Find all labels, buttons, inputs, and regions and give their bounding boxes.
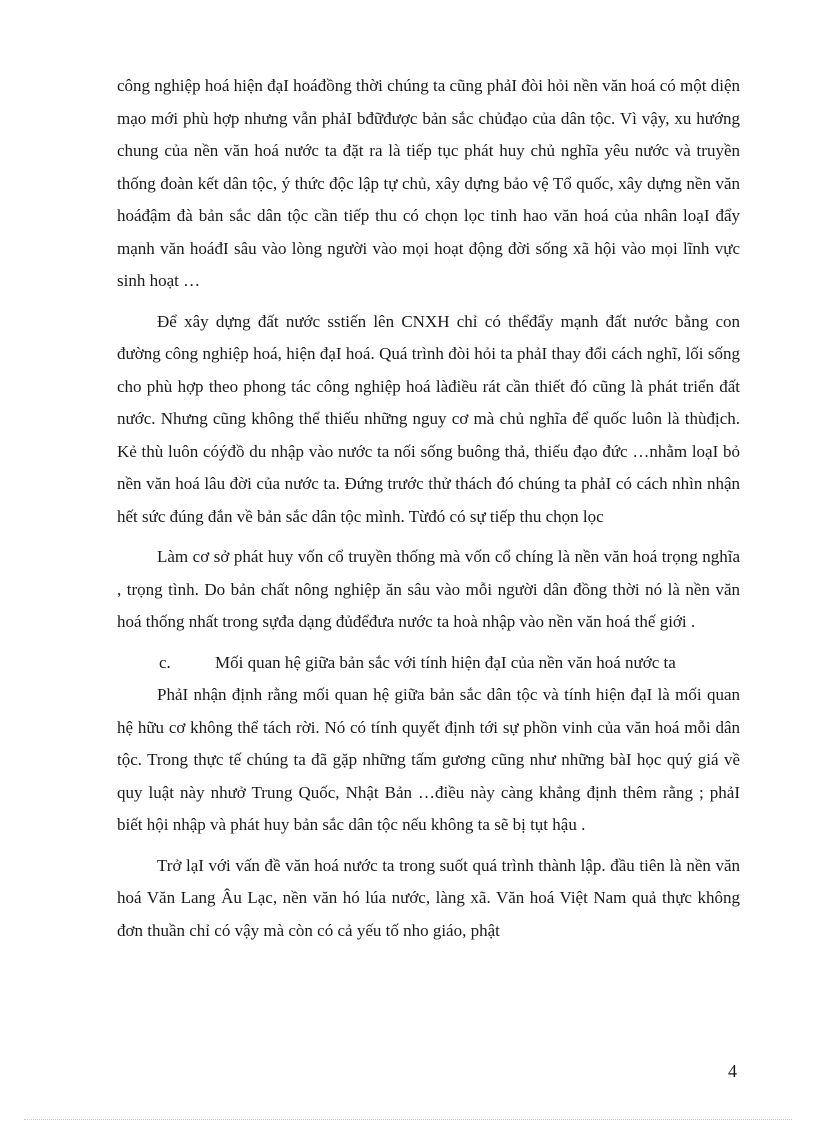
page-bottom-divider <box>24 1119 792 1120</box>
section-marker: c. <box>159 652 171 672</box>
paragraph-3: Làm cơ sở phát huy vốn cổ truyền thống mà vốn cổ chíng là nền văn hoá trọng nghĩa , trọng tình. Do bản chất nông nghiệp ăn sâu vào mỗi người dân đồng thời nó là nền văn hoá thống nhất trong sựđa dạng đủđểđưa nước ta hoà nhập vào nền văn hoá thế giới . <box>117 547 740 631</box>
paragraph-2: Để xây dựng đất nước sstiến lên CNXH chỉ có thểđẩy mạnh đất nước bằng con đường công nghiệp hoá, hiện đạI hoá. Quá trình đòi hỏi ta phảI thay đổi cách nghĩ, lối sống cho phù hợp theo phong tác công nghiệp hoá làđiều rát cần thiết đó cũng là phát triển đất nước. Nhưng cũng không thể thiếu những nguy cơ mà chủ nghĩa để quốc luôn là thùđịch. Kẻ thù luôn cóýđồ du nhập vào nước ta nối sống buông thả, thiếu đạo đức …nhằm loạI bỏ nền văn hoá lâu đời của nước ta. Đứng trước thử thách đó chúng ta phảI có cách nhìn nhận hết sức đúng đắn về bản sắc dân tộc mình. Từđó có sự tiếp thu chọn lọc <box>117 311 740 526</box>
section-title: Mối quan hệ giữa bản sắc với tính hiện đạI của nền văn hoá nước ta <box>215 652 676 672</box>
page-number: 4 <box>728 1061 737 1081</box>
paragraph-4: PhảI nhận định rằng mối quan hệ giữa bản sắc dân tộc và tính hiện đạI là mối quan hệ hữu cơ không thể tách rời. Nó có tính quyết định tới sự phồn vinh của văn hoá mỗi dân tộc. Trong thực tế chúng ta đã gặp những tấm gương cũng như những bàI học quý giá về quy luật này nhưở Trung Quốc, Nhật Bản …điều này càng khẳng định thêm rằng ; phảI biết hội nhập và phát huy bản sắc dân tộc nếu không ta sẽ bị tụt hậu . <box>117 685 740 834</box>
section-heading <box>117 647 740 680</box>
paragraph-1: công nghiệp hoá hiện đạI hoáđồng thời chúng ta cũng phảI đòi hỏi nền văn hoá có một diện mạo mới phù hợp nhưng vẫn phảI bđữđược bản sắc chủđạo của dân tộc. Vì vậy, xu hướng chung của nền văn hoá nước ta đặt ra là tiếp tục phát huy chủ nghĩa yêu nước và truyền thống đoàn kết dân tộc, ý thức độc lập tự chủ, xây dựng bảo vệ Tổ quốc, xây dựng nền văn hoáđậm đà bản sắc dân tộc cần tiếp thu có chọn lọc tinh hao văn hoá của nhân loạI đẩy mạnh văn hoáđI sâu vào lòng người vào mọi hoạt động đời sống xã hội vào mọi lĩnh vực sinh hoạt … <box>117 76 740 290</box>
paragraph-5: Trở lạI với vấn đề văn hoá nước ta trong suốt quá trình thành lập. đầu tiên là nền văn hoá Văn Lang Âu Lạc, nền văn hó lúa nước, làng xã. Văn hoá Việt Nam quả thực không đơn thuần chỉ có vậy mà còn có cả yếu tố nho giáo, phật <box>117 855 740 940</box>
page-content <box>117 70 740 947</box>
